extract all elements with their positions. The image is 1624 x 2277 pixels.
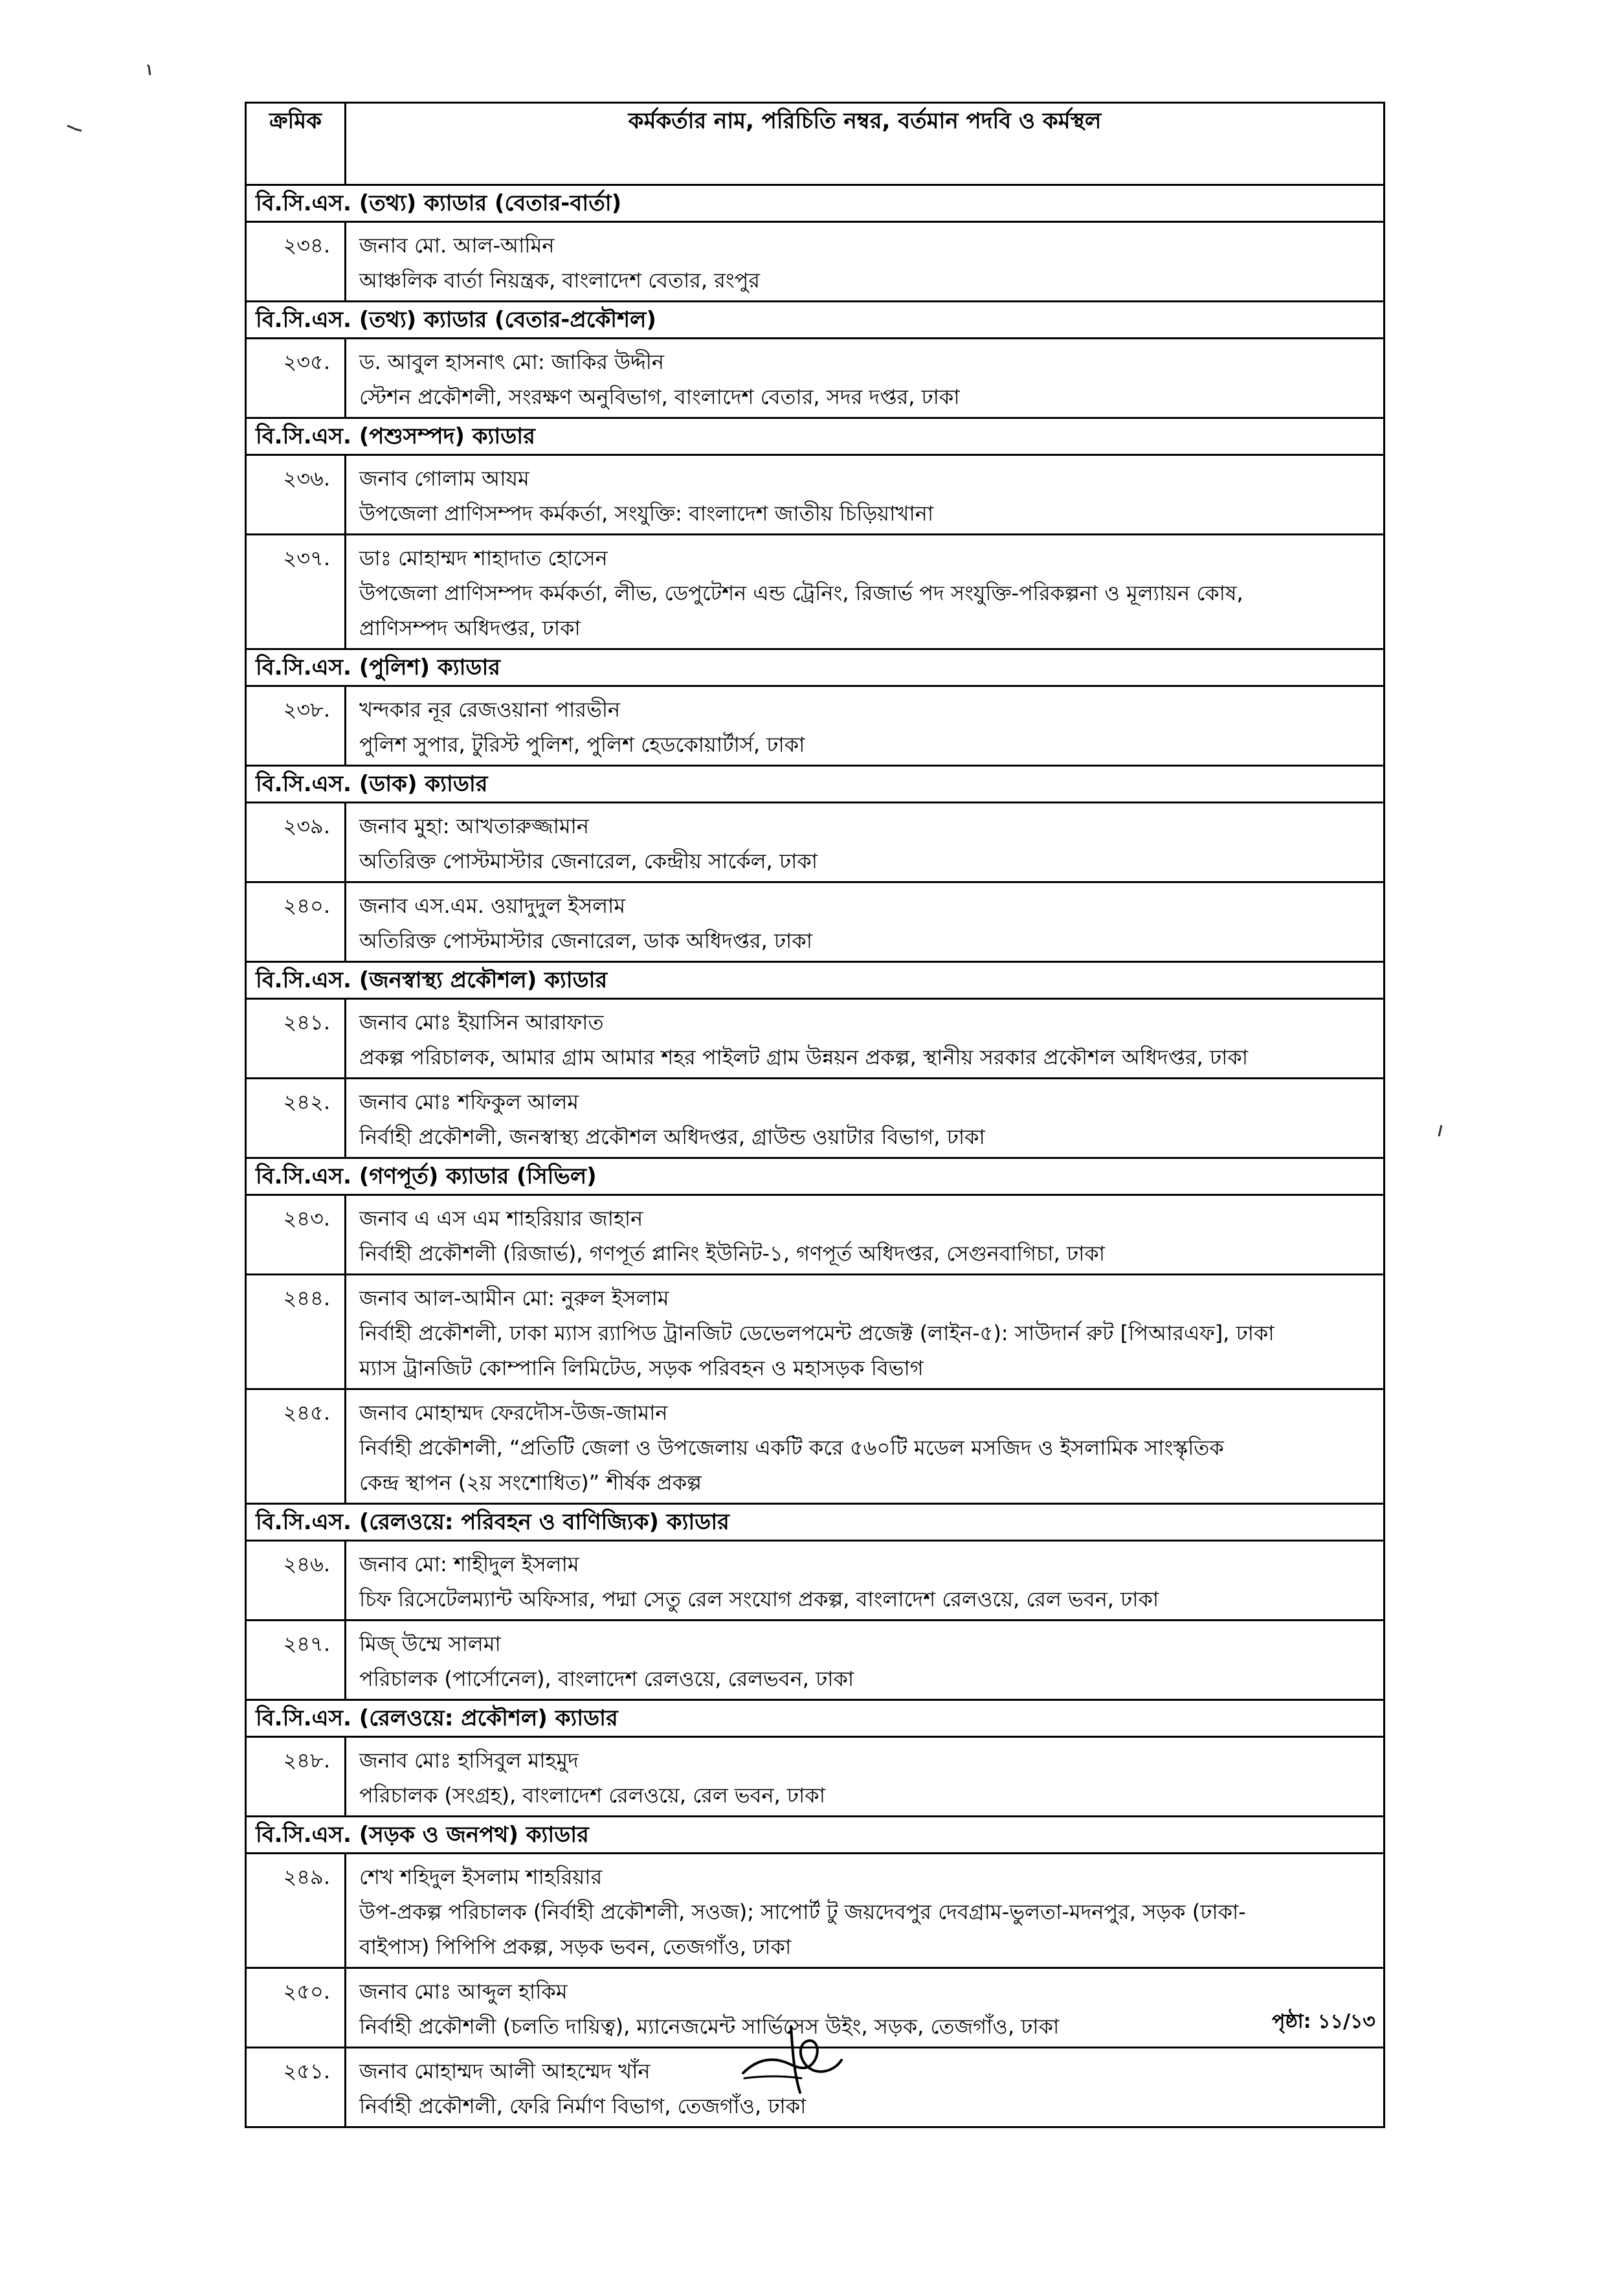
table-header-row — [246, 103, 1385, 185]
serial-number: ২৫১. — [246, 2048, 346, 2127]
officer-designation: নির্বাহী প্রকৌশলী (রিজার্ভ), গণপূর্ত প্লানিং ইউনিট-১, গণপূর্ত অধিদপ্তর, সেগুনবাগিচা, ঢাকা — [359, 1241, 1106, 1266]
officer-info-cell — [346, 1541, 1385, 1621]
officer-name: ড. আবুল হাসনাৎ মো: জাকির উদ্দীন — [359, 350, 665, 374]
officer-name: খন্দকার নূর রেজওয়ানা পারভীন — [359, 697, 621, 722]
serial-number: ২৩৬. — [246, 455, 346, 535]
officer-row — [246, 1621, 1385, 1700]
cadre-section-title: বি.সি.এস. (রেলওয়ে: প্রকৌশল) ক্যাডার — [246, 1700, 1385, 1737]
officer-row — [246, 1079, 1385, 1158]
officer-info-cell — [346, 999, 1385, 1079]
officer-name: জনাব মোহাম্মদ আলী আহম্মেদ খাঁন — [359, 2059, 651, 2083]
cadre-section-title: বি.সি.এস. (তথ্য) ক্যাডার (বেতার-প্রকৌশল) — [246, 302, 1385, 339]
officer-info-cell — [346, 1195, 1385, 1275]
serial-number: ২৩৫. — [246, 339, 346, 418]
officer-name: জনাব এ এস এম শাহরিয়ার জাহান — [359, 1206, 643, 1231]
scan-speck-mark — [1436, 1123, 1445, 1139]
officer-designation: পুলিশ সুপার, টুরিস্ট পুলিশ, পুলিশ হেডকোয়ার্টার্স, ঢাকা — [359, 732, 805, 757]
officer-info-column-header: কর্মকর্তার নাম, পরিচিতি নম্বর, বর্তমান পদবি ও কর্মস্থল — [346, 103, 1385, 185]
officer-row — [246, 1854, 1385, 1968]
officer-designation: অতিরিক্ত পোস্টমাস্টার জেনারেল, কেন্দ্রীয় সার্কেল, ঢাকা — [359, 849, 818, 873]
officer-designation: পরিচালক (পার্সোনেল), বাংলাদেশ রেলওয়ে, রেলভবন, ঢাকা — [359, 1666, 854, 1691]
officer-name: জনাব মো: শাহীদুল ইসলাম — [359, 1552, 579, 1576]
officer-name: জনাব মো. আল-আমিন — [359, 233, 555, 258]
cadre-section-title: বি.সি.এস. (গণপূর্ত) ক্যাডার (সিভিল) — [246, 1158, 1385, 1195]
serial-number: ২৩৯. — [246, 803, 346, 882]
officer-designation: নির্বাহী প্রকৌশলী, ফেরি নির্মাণ বিভাগ, তেজগাঁও, ঢাকা — [359, 2094, 806, 2118]
officer-row — [246, 535, 1385, 649]
officer-info-cell — [346, 1275, 1385, 1389]
officer-name: জনাব মুহা: আখতারুজ্জামান — [359, 814, 589, 838]
officer-info-cell — [346, 2048, 1385, 2127]
officer-info-cell — [346, 535, 1385, 649]
officer-designation: উপজেলা প্রাণিসম্পদ কর্মকর্তা, সংযুক্তি: বাংলাদেশ জাতীয় চিড়িয়াখানা — [359, 501, 934, 526]
officer-info-cell — [346, 339, 1385, 418]
serial-number: ২৩৭. — [246, 535, 346, 649]
officer-row — [246, 686, 1385, 766]
officer-designation: প্রকল্প পরিচালক, আমার গ্রাম আমার শহর পাইলট গ্রাম উন্নয়ন প্রকল্প, স্থানীয় সরকার প্রকৌশল অধিদপ্তর, ঢাকা — [359, 1045, 1249, 1070]
cadre-section-row — [246, 962, 1385, 999]
cadre-section-row — [246, 649, 1385, 686]
serial-number: ২৪২. — [246, 1079, 346, 1158]
officer-info-cell — [346, 1737, 1385, 1817]
officer-row — [246, 1737, 1385, 1817]
officer-row — [246, 1195, 1385, 1275]
serial-number: ২৪৬. — [246, 1541, 346, 1621]
cadre-section-row — [246, 302, 1385, 339]
cadre-section-row — [246, 185, 1385, 222]
officer-name: ডাঃ মোহাম্মদ শাহাদাত হোসেন — [359, 546, 608, 570]
officer-name: জনাব মোঃ আব্দুল হাকিম — [359, 1979, 568, 2004]
officer-designation: নির্বাহী প্রকৌশলী, জনস্বাস্থ্য প্রকৌশল অধিদপ্তর, গ্রাউন্ড ওয়াটার বিভাগ, ঢাকা — [359, 1125, 985, 1149]
officer-row — [246, 882, 1385, 962]
officer-info-cell — [346, 686, 1385, 766]
officer-info-cell — [346, 1854, 1385, 1968]
officer-name: মিজ্ উম্মে সালমা — [359, 1632, 501, 1656]
serial-number: ২৪৭. — [246, 1621, 346, 1700]
officer-designation: পরিচালক (সংগ্রহ), বাংলাদেশ রেলওয়ে, রেল ভবন, ঢাকা — [359, 1783, 825, 1808]
officer-info-cell — [346, 455, 1385, 535]
officer-designation: অতিরিক্ত পোস্টমাস্টার জেনারেল, ডাক অধিদপ্তর, ঢাকা — [359, 928, 813, 953]
officer-designation: নির্বাহী প্রকৌশলী, ঢাকা ম্যাস র‌্যাপিড ট্রানজিট ডেভেলপমেন্ট প্রজেক্ট (লাইন-৫): সাউদার্ন রুট [পিআরএফ], ঢাকা ম্যাস ট্রানজিট কোম্পানি লিমিটেড, সড়ক পরিবহন ও মহাসড়ক বিভাগ — [359, 1321, 1274, 1380]
cadre-section-row — [246, 1817, 1385, 1854]
officer-name: জনাব এস.এম. ওয়াদুদুল ইসলাম — [359, 893, 626, 918]
officer-row — [246, 339, 1385, 418]
officer-list-table — [245, 102, 1385, 2128]
cadre-section-row — [246, 1158, 1385, 1195]
serial-number: ২৪৯. — [246, 1854, 346, 1968]
serial-number: ২৫০. — [246, 1968, 346, 2048]
serial-number: ২৪০. — [246, 882, 346, 962]
officer-info-cell — [346, 1968, 1385, 2048]
cadre-section-title: বি.সি.এস. (ডাক) ক্যাডার — [246, 766, 1385, 803]
officer-name: জনাব মোঃ শফিকুল আলম — [359, 1090, 579, 1114]
officer-designation: নির্বাহী প্রকৌশলী (চলতি দায়িত্ব), ম্যানেজমেন্ট সার্ভিসেস উইং, সড়ক, তেজগাঁও, ঢাকা — [359, 2014, 1060, 2039]
cadre-section-title: বি.সি.এস. (পশুসম্পদ) ক্যাডার — [246, 418, 1385, 455]
officer-info-cell — [346, 222, 1385, 302]
officer-designation: উপজেলা প্রাণিসম্পদ কর্মকর্তা, লীভ, ডেপুটেশন এন্ড ট্রেনিং, রিজার্ভ পদ সংযুক্তি-পরিকল্পনা ও মূল্যায়ন কোষ, প্রাণিসম্পদ অধিদপ্তর, ঢাকা — [359, 581, 1243, 640]
serial-number: ২৩৪. — [246, 222, 346, 302]
officer-name: জনাব গোলাম আযম — [359, 466, 529, 491]
officer-row — [246, 222, 1385, 302]
cadre-section-title: বি.সি.এস. (তথ্য) ক্যাডার (বেতার-বার্তা) — [246, 185, 1385, 222]
signature-initial-mark — [738, 2013, 854, 2098]
officer-row — [246, 803, 1385, 882]
cadre-section-row — [246, 1700, 1385, 1737]
officer-designation: উপ-প্রকল্প পরিচালক (নির্বাহী প্রকৌশলী, সওজ); সাপোর্ট টু জয়দেবপুর দেবগ্রাম-ভুলতা-মদনপুর, সড়ক (ঢাকা- বাইপাস) পিপিপি প্রকল্প, সড়ক ভবন, তেজগাঁও, ঢাকা — [359, 1900, 1246, 1959]
officer-info-cell — [346, 1621, 1385, 1700]
serial-number: ২৩৮. — [246, 686, 346, 766]
serial-number: ২৪৩. — [246, 1195, 346, 1275]
serial-number: ২৪৫. — [246, 1389, 346, 1504]
officer-row — [246, 1541, 1385, 1621]
cadre-section-title: বি.সি.এস. (জনস্বাস্থ্য প্রকৌশল) ক্যাডার — [246, 962, 1385, 999]
cadre-section-title: বি.সি.এস. (রেলওয়ে: পরিবহন ও বাণিজ্যিক) ক্যাডার — [246, 1504, 1385, 1541]
cadre-section-title: বি.সি.এস. (সড়ক ও জনপথ) ক্যাডার — [246, 1817, 1385, 1854]
officer-name: জনাব মোহাম্মদ ফেরদৌস-উজ-জামান — [359, 1400, 668, 1425]
cadre-section-row — [246, 1504, 1385, 1541]
scan-speck-mark — [65, 122, 84, 135]
cadre-section-row — [246, 766, 1385, 803]
officer-name: জনাব আল-আমীন মো: নুরুল ইসলাম — [359, 1286, 669, 1310]
serial-column-header: ক্রমিক — [246, 103, 346, 185]
officer-designation: নির্বাহী প্রকৌশলী, “প্রতিটি জেলা ও উপজেলায় একটি করে ৫৬০টি মডেল মসজিদ ও ইসলামিক সাংস্কৃতিক কেন্দ্র স্থাপন (২য় সংশোধিত)” শীর্ষক প্রকল্প — [359, 1435, 1224, 1495]
officer-row — [246, 1389, 1385, 1504]
serial-number: ২৪৮. — [246, 1737, 346, 1817]
serial-number: ২৪১. — [246, 999, 346, 1079]
cadre-section-row — [246, 418, 1385, 455]
page-number: পৃষ্ঠা: ১১/১৩ — [1272, 2010, 1375, 2033]
officer-designation: আঞ্চলিক বার্তা নিয়ন্ত্রক, বাংলাদেশ বেতার, রংপুর — [359, 268, 760, 293]
officer-name: শেখ শহিদুল ইসলাম শাহরিয়ার — [359, 1865, 603, 1889]
officer-info-cell — [346, 1079, 1385, 1158]
serial-number: ২৪৪. — [246, 1275, 346, 1389]
officer-row — [246, 1275, 1385, 1389]
officer-row — [246, 455, 1385, 535]
officer-info-cell — [346, 882, 1385, 962]
cadre-section-title: বি.সি.এস. (পুলিশ) ক্যাডার — [246, 649, 1385, 686]
scan-speck-mark — [144, 62, 157, 78]
officer-name: জনাব মোঃ ইয়াসিন আরাফাত — [359, 1010, 604, 1035]
officer-row — [246, 999, 1385, 1079]
officer-designation: স্টেশন প্রকৌশলী, সংরক্ষণ অনুবিভাগ, বাংলাদেশ বেতার, সদর দপ্তর, ঢাকা — [359, 385, 960, 409]
officer-designation: চিফ রিসেটেলম্যান্ট অফিসার, পদ্মা সেতু রেল সংযোগ প্রকল্প, বাংলাদেশ রেলওয়ে, রেল ভবন, ঢাকা — [359, 1587, 1159, 1611]
officer-info-cell — [346, 803, 1385, 882]
officer-name: জনাব মোঃ হাসিবুল মাহমুদ — [359, 1748, 579, 1773]
officer-info-cell — [346, 1389, 1385, 1504]
